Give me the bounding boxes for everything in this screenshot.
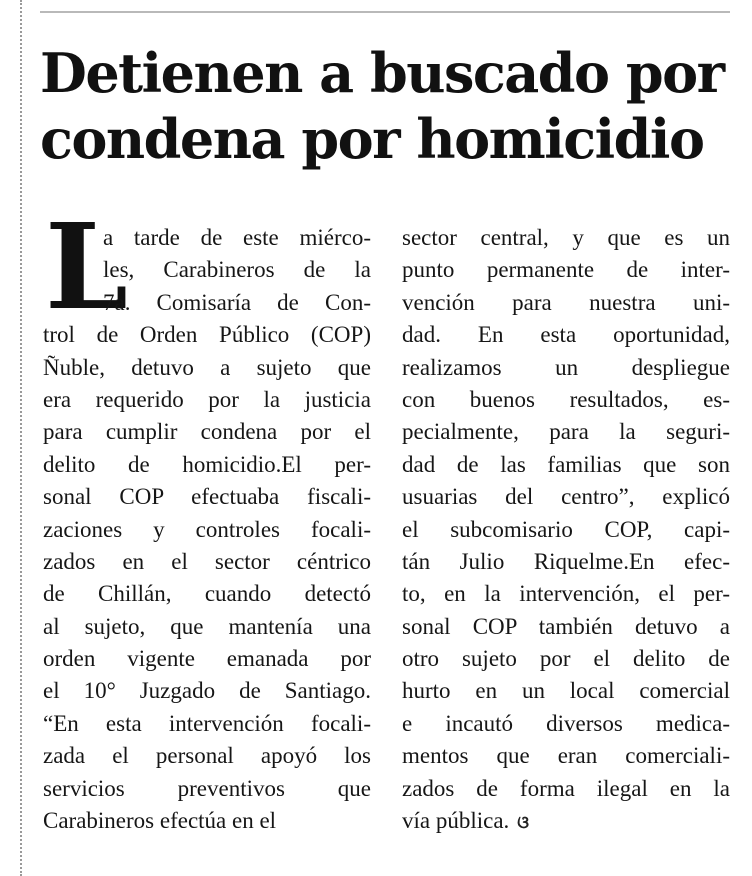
article-text-line: hurto en un local comercial [402, 678, 730, 704]
article-text-line: a tarde de este miérco- [103, 225, 371, 250]
article-text-line: pecialmente, para la seguri- [402, 419, 730, 445]
top-rule [40, 11, 730, 13]
article-text-line: sonal COP efectuaba fiscali- [43, 484, 371, 510]
headline-line-2: condena por homicidio [40, 107, 704, 171]
article-text-line: vía pública. ଓ [402, 805, 730, 837]
article-text-line: zados de forma ilegal en la [402, 775, 730, 801]
article-column-right [402, 222, 730, 837]
article-text-line: e incautó diversos medica- [402, 710, 730, 736]
article-text-line: Carabineros efectúa en el [43, 808, 277, 834]
article-text-line: dad. En esta oportunidad, [402, 322, 730, 348]
article-text-line: to, en la intervención, el per- [402, 581, 730, 607]
article-text-line: zados en el sector céntrico [43, 548, 371, 574]
article-text-line: usuarias del centro”, explicó [402, 484, 730, 510]
article-text-line: con buenos resultados, es- [402, 386, 730, 412]
article-text-line: el 10° Juzgado de Santiago. [43, 678, 371, 704]
article-text-line: zaciones y controles focali- [43, 516, 371, 542]
article-text-line: Ñuble, detuvo a sujeto que [43, 354, 371, 380]
article-text-line: sonal COP también detuvo a [402, 613, 730, 639]
headline-line-1: Detienen a buscado por [40, 41, 724, 105]
article-text-line: tán Julio Riquelme.En efec- [402, 548, 730, 574]
article-column-left [43, 197, 371, 837]
article-text-line: para cumplir condena por el [43, 419, 371, 445]
article-text-line: servicios preventivos que [43, 775, 371, 801]
article-text-line: de Chillán, cuando detectó [43, 581, 371, 607]
article-headline [40, 40, 740, 172]
article-text-line: punto permanente de inter- [402, 257, 730, 283]
article-text-line: mentos que eran comerciali- [402, 743, 730, 769]
article-text-line: vención para nuestra uni- [402, 289, 730, 315]
article-text-line: les, Carabineros de la [103, 257, 371, 283]
article-text-line: trol de Orden Público (COP) [43, 322, 371, 348]
article-text-line: sector central, y que es un [402, 225, 730, 250]
column-divider-dotted [20, 0, 22, 876]
article-text-line: el subcomisario COP, capi- [402, 516, 730, 542]
article-text-line: realizamos un despliegue [402, 354, 730, 380]
article-text-line: delito de homicidio.El per- [43, 451, 371, 477]
article-text-line: zada el personal apoyó los [43, 743, 371, 769]
article-text-line: dad de las familias que son [402, 451, 730, 477]
article-text-line: 7a. Comisaría de Con- [103, 289, 371, 315]
article-text-line: orden vigente emanada por [43, 646, 371, 672]
article-text-line: al sujeto, que mantenía una [43, 613, 371, 639]
end-of-article-icon: ଓ [517, 813, 530, 834]
article-text-line: era requerido por la justicia [43, 386, 371, 412]
article-text-line: otro sujeto por el delito de [402, 646, 730, 672]
drop-cap: L [45, 197, 128, 336]
article-text-line: “En esta intervención focali- [43, 710, 371, 736]
